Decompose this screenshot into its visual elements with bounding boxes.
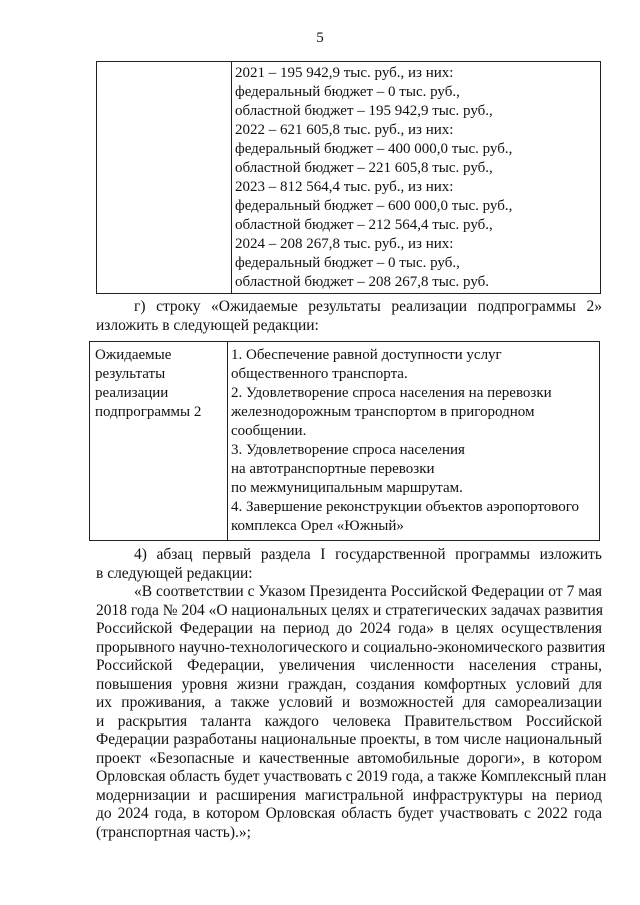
results-line: 2. Удовлетворение спроса населения на перевозки <box>231 385 552 401</box>
results-line: комплекса Орел «Южный» <box>231 518 404 534</box>
funding-line: федеральный бюджет – 0 тыс. руб., <box>235 255 460 271</box>
results-table-content-cell <box>228 342 600 541</box>
results-label-line: результаты <box>95 366 166 382</box>
funding-line: федеральный бюджет – 400 000,0 тыс. руб., <box>235 141 513 157</box>
paragraph-4 <box>96 546 602 583</box>
results-line: общественного транспорта. <box>231 366 408 382</box>
quote-line: до 2024 года, в котором Орловская область будет участвовать с 2022 года <box>96 805 602 822</box>
quote-line: Российской Федерации, увеличения численности населения страны, <box>96 657 602 674</box>
funding-line: 2024 – 208 267,8 тыс. руб., из них: <box>235 236 454 252</box>
funding-line: федеральный бюджет – 600 000,0 тыс. руб., <box>235 198 513 214</box>
quote-line: модернизации и расширения магистральной инфраструктуры на период <box>96 786 602 804</box>
funding-line: областной бюджет – 212 564,4 тыс. руб., <box>235 217 493 233</box>
quote-line: Федерации разработаны национальные проекты, в том числе национальный <box>96 731 602 748</box>
funding-line: федеральный бюджет – 0 тыс. руб., <box>235 84 460 100</box>
results-line: железнодорожным транспортом в пригородном <box>231 404 535 420</box>
results-label-line: реализации <box>95 385 169 401</box>
quote-paragraph <box>96 583 607 842</box>
results-line: 3. Удовлетворение спроса населения <box>231 442 465 458</box>
funding-line: областной бюджет – 221 605,8 тыс. руб., <box>235 160 493 176</box>
quote-line: 2018 года № 204 «О национальных целях и стратегических задачах развития <box>96 601 603 619</box>
funding-line: 2023 – 812 564,4 тыс. руб., из них: <box>235 179 454 195</box>
results-line: на автотранспортные перевозки <box>231 461 435 477</box>
results-line: по межмуниципальным маршрутам. <box>231 480 463 496</box>
paragraph-g-line: изложить в следующей редакции: <box>96 316 319 334</box>
funding-line: областной бюджет – 195 942,9 тыс. руб., <box>235 103 493 119</box>
results-table-label-cell <box>90 342 228 541</box>
funding-line: 2021 – 195 942,9 тыс. руб., из них: <box>235 65 454 81</box>
results-label-line: подпрограммы 2 <box>95 404 202 420</box>
paragraph-g-line: г) строку «Ожидаемые результаты реализации подпрограммы 2» <box>134 298 602 315</box>
funding-table <box>96 61 601 294</box>
funding-line: 2022 – 621 605,8 тыс. руб., из них: <box>235 122 454 138</box>
funding-table-left-cell <box>97 62 232 294</box>
paragraph-g <box>96 298 602 335</box>
results-label-line: Ожидаемые <box>95 347 172 363</box>
quote-line: повышения уровня жизни граждан, создания комфортных условий для <box>96 675 602 693</box>
results-line: сообщении. <box>231 423 307 439</box>
quote-line: «В соответствии с Указом Президента Российской Федерации от 7 мая <box>134 583 602 600</box>
results-line: 4. Завершение реконструкции объектов аэропортового <box>231 499 580 515</box>
funding-table-right-cell <box>232 62 601 294</box>
quote-line: Орловская область будет участвовать с 2019 года, а также Комплексный план <box>96 768 607 785</box>
quote-line: их проживания, а также условий и возможностей для самореализации <box>96 694 602 711</box>
results-table <box>89 341 600 541</box>
quote-line: (транспортная часть).»; <box>96 823 251 841</box>
quote-line: и раскрытия таланта каждого человека Правительством Российской <box>96 712 602 730</box>
quote-line: Российской Федерации на период до 2024 года» в целях осуществления <box>96 620 602 637</box>
paragraph-4-line: 4) абзац первый раздела I государственной программы изложить <box>134 546 602 563</box>
quote-line: проект «Безопасные и качественные автомобильные дороги», в котором <box>96 749 602 767</box>
funding-line: областной бюджет – 208 267,8 тыс. руб. <box>235 274 490 290</box>
results-line: 1. Обеспечение равной доступности услуг <box>231 347 502 363</box>
page-number: 5 <box>316 30 324 46</box>
quote-line: прорывного научно-технологического и социально-экономического развития <box>96 638 606 656</box>
paragraph-4-line: в следующей редакции: <box>96 564 253 582</box>
